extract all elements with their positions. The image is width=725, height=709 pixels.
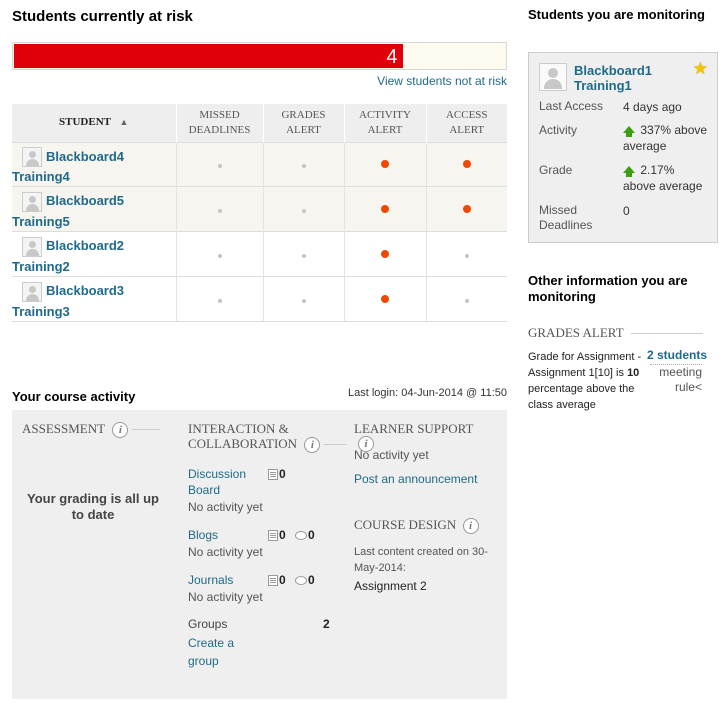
table-row [12, 142, 507, 187]
journals-link[interactable]: Journals [188, 573, 234, 587]
course-design-last-content: Last content created on 30- May-2014: [354, 546, 488, 574]
student-name-link[interactable]: Blackboard4 Training4 [12, 148, 125, 185]
course-activity-title: Your course activity [12, 389, 136, 404]
blogs-link[interactable]: Blogs [188, 528, 219, 542]
discussion-status: No activity yet [188, 500, 263, 514]
student-name-link[interactable]: Blackboard2 Training2 [12, 238, 125, 274]
at-risk-bar[interactable] [12, 42, 507, 70]
grades-alert-rule-text: meeting rule< [650, 364, 702, 395]
student-name-cell [12, 232, 176, 277]
no-alert-indicator [218, 254, 222, 258]
last-login: Last login: 04-Jun-2014 @ 11:50 [348, 387, 507, 399]
activity-cell [344, 142, 426, 187]
grades-alert-heading: GRADES ALERT [528, 325, 703, 340]
info-icon[interactable]: i [304, 437, 320, 453]
missed-cell [176, 187, 263, 232]
missed-deadlines-header: MISSED DEADLINES [176, 104, 263, 142]
no-alert-indicator [302, 299, 306, 303]
activity-cell [344, 276, 426, 321]
groups-label: Groups [188, 617, 228, 631]
avatar [22, 282, 42, 302]
journals-counts: 0 0 [268, 573, 315, 587]
alert-indicator [381, 160, 389, 168]
alert-indicator [463, 205, 471, 213]
interaction-heading: INTERACTION & COLLABORATION i [188, 421, 346, 453]
comment-icon [295, 531, 307, 540]
avatar [22, 147, 42, 167]
missed-deadlines-label: Missed Deadlines [539, 203, 593, 232]
activity-cell [344, 187, 426, 232]
other-info-title: Other information you are monitoring [528, 273, 688, 304]
post-icon [268, 575, 278, 586]
no-alert-indicator [218, 164, 222, 168]
sort-ascending-icon: ▲ [119, 117, 129, 128]
monitored-student-link[interactable]: Blackboard1 Training1 [574, 63, 653, 93]
learner-support-heading: LEARNER SUPPORT i [354, 421, 474, 450]
table-row [12, 232, 507, 277]
students-table [12, 104, 507, 322]
activity-value: 337% above average [623, 123, 708, 153]
learner-support-status: No activity yet [354, 448, 429, 462]
post-icon [268, 530, 278, 541]
activity-cell [344, 232, 426, 277]
journals-status: No activity yet [188, 590, 263, 604]
access-cell [426, 232, 507, 277]
monitoring-title: Students you are monitoring [528, 7, 705, 22]
arrow-up-icon [623, 126, 635, 133]
access-cell [426, 187, 507, 232]
post-icon [268, 469, 278, 480]
course-activity-panel [12, 410, 507, 699]
no-alert-indicator [465, 254, 469, 258]
no-alert-indicator [218, 299, 222, 303]
no-alert-indicator [302, 209, 306, 213]
assessment-heading: ASSESSMENT i [22, 421, 160, 438]
no-alert-indicator [302, 164, 306, 168]
post-announcement-link[interactable]: Post an announcement [354, 472, 478, 486]
blogs-counts: 0 0 [268, 528, 315, 542]
student-name-cell [12, 187, 176, 232]
at-risk-count: 4 [386, 46, 398, 68]
grades-cell [263, 232, 344, 277]
at-risk-title: Students currently at risk [12, 8, 193, 25]
activity-label: Activity [539, 123, 578, 137]
grade-label: Grade [539, 163, 573, 177]
grades-cell [263, 187, 344, 232]
last-access-value: 4 days ago [623, 100, 682, 114]
access-alert-header: ACCESS ALERT [426, 104, 507, 142]
student-name-cell [12, 276, 176, 321]
student-name-cell [12, 142, 176, 187]
view-not-at-risk-link[interactable]: View students not at risk [377, 74, 507, 88]
monitored-student-card [528, 52, 718, 243]
discussion-board-link[interactable]: Discussion Board [188, 467, 247, 497]
missed-cell [176, 142, 263, 187]
grades-cell [263, 142, 344, 187]
no-alert-indicator [218, 209, 222, 213]
alert-indicator [463, 160, 471, 168]
missed-cell [176, 276, 263, 321]
course-design-item: Assignment 2 [354, 579, 427, 593]
arrow-up-icon [623, 166, 635, 173]
missed-cell [176, 232, 263, 277]
activity-alert-header: ACTIVITY ALERT [344, 104, 426, 142]
last-access-label: Last Access [539, 99, 604, 113]
avatar [539, 63, 567, 91]
star-icon[interactable]: ★ [692, 59, 708, 78]
access-cell [426, 276, 507, 321]
at-risk-bar-fill [14, 44, 403, 68]
info-icon[interactable]: i [463, 518, 479, 534]
access-cell [426, 142, 507, 187]
grades-alert-header: GRADES ALERT [263, 104, 344, 142]
alert-indicator [381, 250, 389, 258]
blogs-status: No activity yet [188, 545, 263, 559]
course-design-heading: COURSE DESIGN i [354, 517, 479, 534]
no-alert-indicator [465, 299, 469, 303]
assessment-message: Your grading is all up to date [27, 491, 159, 522]
alert-indicator [381, 205, 389, 213]
student-column-header[interactable]: STUDENT ▲ [12, 104, 176, 142]
table-row [12, 276, 507, 321]
avatar [22, 237, 42, 257]
student-name-link[interactable]: Blackboard3 Training3 [12, 282, 125, 319]
discussion-posts: 0 [268, 467, 286, 481]
grades-alert-text: Grade for Assignment - Assignment 1[10] is 10 percentage above the class average [528, 351, 642, 411]
grade-value: 2.17% above average [623, 163, 703, 193]
avatar [22, 192, 42, 212]
missed-deadlines-value[interactable]: 0 [623, 204, 630, 218]
student-name-link[interactable]: Blackboard5 Training5 [12, 193, 125, 230]
grades-cell [263, 276, 344, 321]
info-icon[interactable]: i [358, 436, 374, 452]
grades-alert-students-link[interactable]: 2 students [647, 348, 708, 362]
table-row [12, 187, 507, 232]
comment-icon [295, 576, 307, 585]
groups-count: 2 [323, 617, 330, 631]
info-icon[interactable]: i [112, 422, 128, 438]
students-table-body [12, 142, 507, 321]
alert-indicator [381, 295, 389, 303]
no-alert-indicator [302, 254, 306, 258]
create-group-link[interactable]: Create a group [188, 636, 235, 668]
